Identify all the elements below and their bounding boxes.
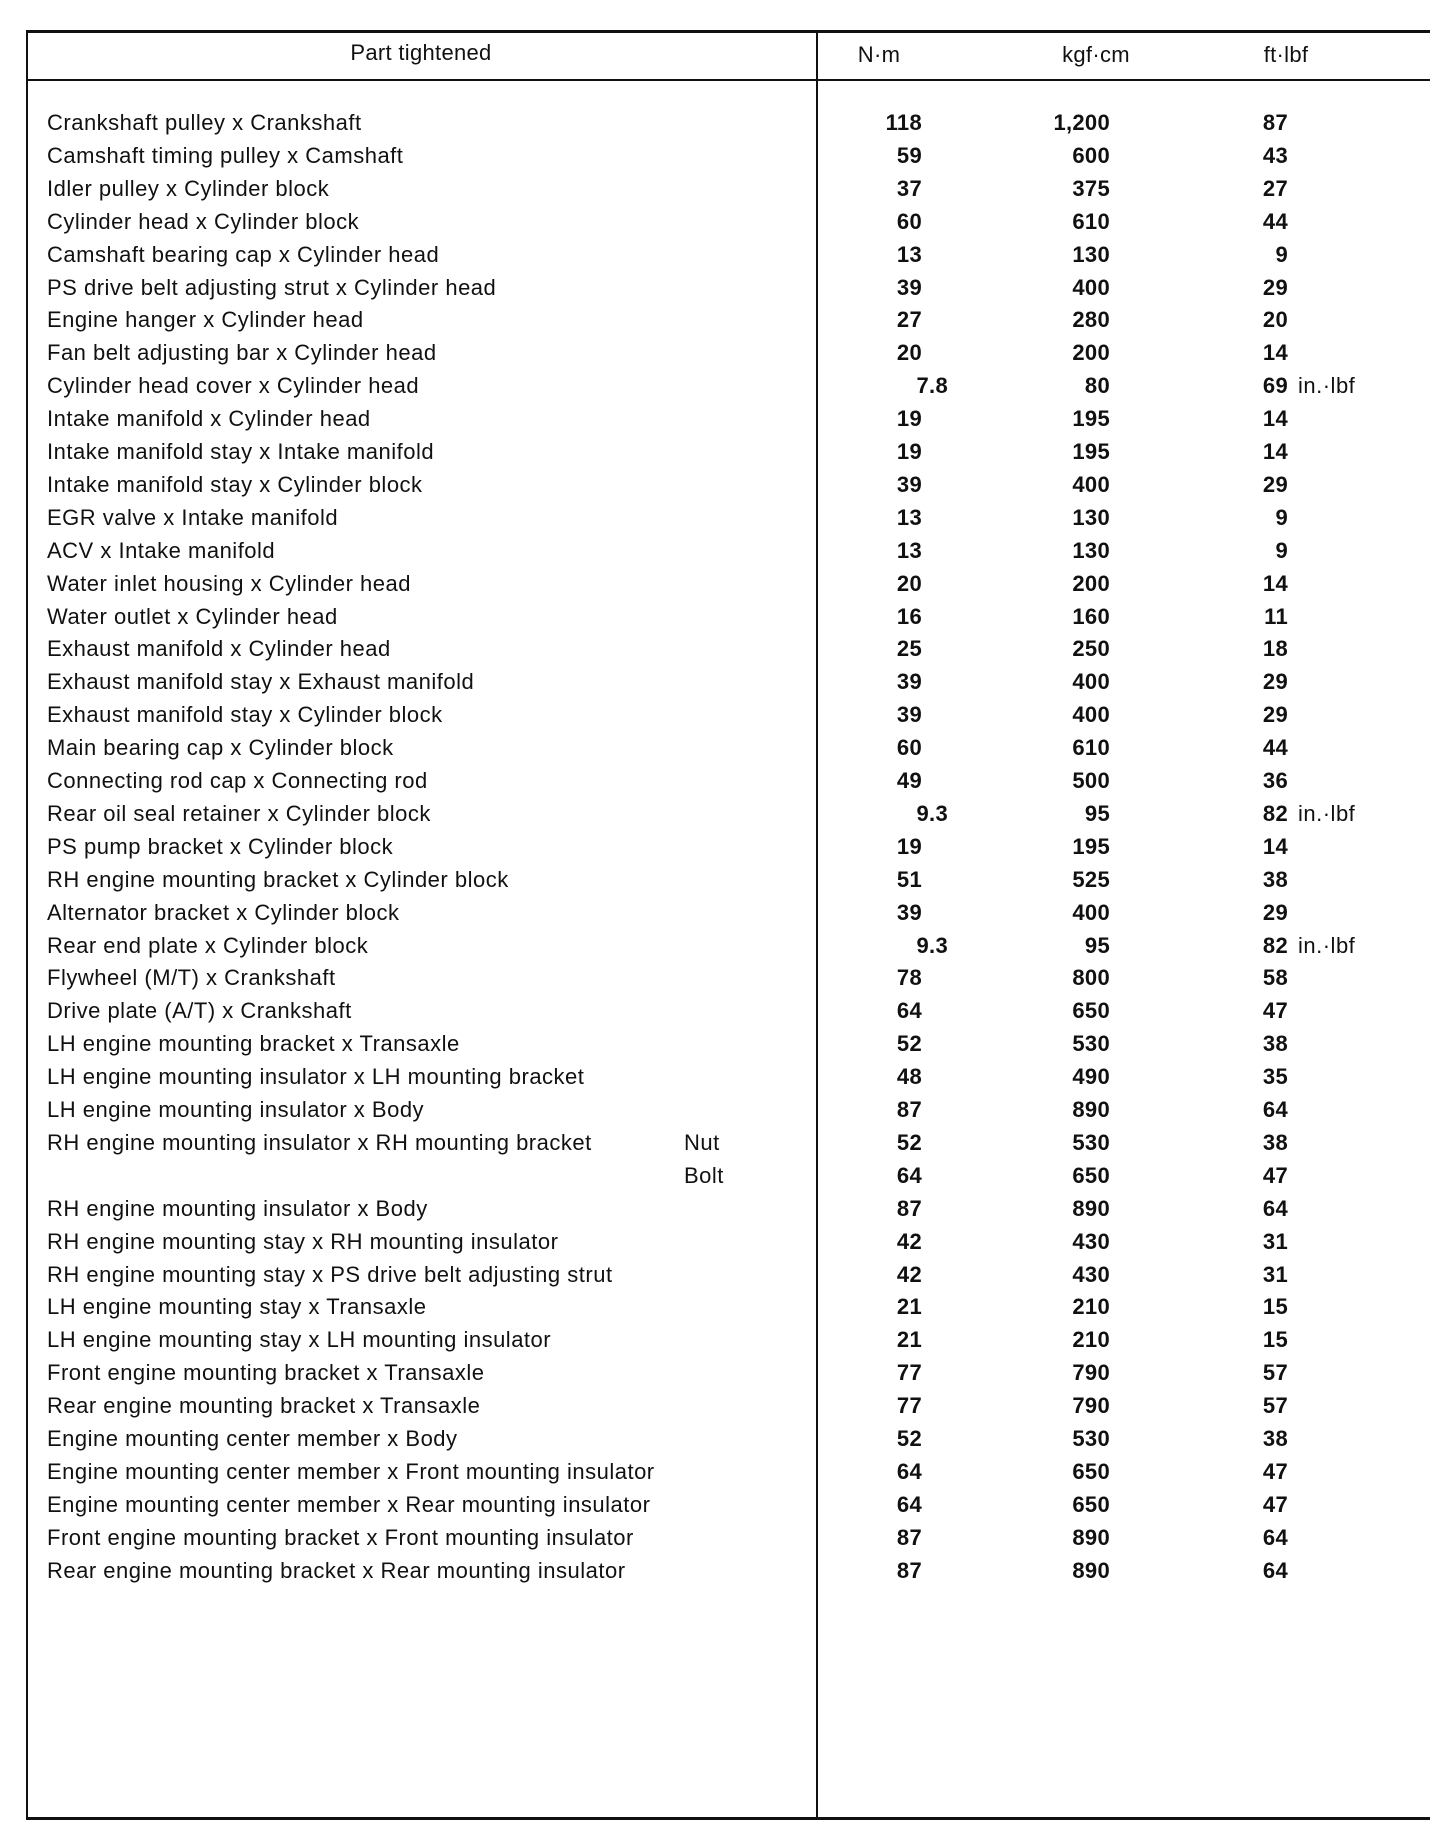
ft-lbf-cell: 64 <box>1262 1557 1288 1583</box>
table-row <box>26 927 1430 964</box>
table-row <box>26 433 1430 470</box>
ft-lbf-cell: 38 <box>1262 1426 1288 1451</box>
table-row <box>26 367 1430 404</box>
nm-cell: 20 <box>896 340 922 366</box>
nm-cell: 39 <box>896 899 922 925</box>
part-tightened-cell: Alternator bracket x Cylinder block <box>47 899 400 925</box>
part-tightened-cell: Front engine mounting bracket x Transaxle <box>47 1360 485 1386</box>
nm-cell: 48 <box>896 1064 922 1090</box>
nm-cell: 52 <box>896 1031 922 1057</box>
ft-lbf-cell: 36 <box>1262 768 1288 793</box>
table-row <box>26 795 1430 832</box>
ft-lbf-cell: 9 <box>1275 504 1288 530</box>
kgf-cm-cell: 890 <box>1072 1557 1110 1583</box>
table-row <box>26 236 1430 273</box>
nm-cell: 37 <box>896 175 922 201</box>
table-row <box>26 894 1430 931</box>
nm-cell: 64 <box>896 998 922 1024</box>
ft-lbf-cell: 31 <box>1262 1261 1288 1287</box>
nm-cell: 16 <box>896 603 922 629</box>
table-row <box>26 334 1430 371</box>
table-row <box>26 301 1430 338</box>
ft-lbf-cell: 14 <box>1262 570 1288 596</box>
part-tightened-cell: Intake manifold stay x Intake manifold <box>47 439 435 464</box>
ft-lbf-cell: 38 <box>1262 1031 1288 1057</box>
ft-lbf-cell: 69 <box>1262 373 1288 399</box>
part-tightened-cell: Cylinder head x Cylinder block <box>47 208 360 234</box>
kgf-cm-cell: 160 <box>1072 603 1110 629</box>
header-kgf-cm: kgf·cm <box>1062 42 1130 67</box>
table-row <box>26 1453 1430 1490</box>
ft-lbf-cell: 47 <box>1262 1458 1288 1484</box>
kgf-cm-cell: 790 <box>1072 1360 1110 1386</box>
ft-lbf-cell: 44 <box>1262 208 1288 234</box>
table-row <box>26 729 1430 766</box>
ft-lbf-cell: 29 <box>1262 899 1288 925</box>
ft-lbf-cell: 15 <box>1262 1294 1288 1320</box>
kgf-cm-cell: 400 <box>1072 899 1110 925</box>
kgf-cm-cell: 890 <box>1072 1524 1110 1550</box>
kgf-cm-cell: 890 <box>1072 1097 1110 1122</box>
fastener-type-cell: Bolt <box>684 1162 724 1188</box>
kgf-cm-cell: 890 <box>1072 1195 1110 1221</box>
part-tightened-cell: LH engine mounting stay x LH mounting insulator <box>47 1327 552 1353</box>
kgf-cm-cell: 375 <box>1072 175 1110 201</box>
table-row <box>26 696 1430 733</box>
part-tightened-cell: Rear engine mounting bracket x Transaxle <box>47 1393 481 1419</box>
ft-lbf-cell: 47 <box>1262 1491 1288 1517</box>
part-tightened-cell: Rear engine mounting bracket x Rear mounting insulator <box>47 1557 626 1583</box>
ft-lbf-cell: 38 <box>1262 866 1288 892</box>
table-row <box>26 1223 1430 1260</box>
ft-lbf-cell: 47 <box>1262 998 1288 1024</box>
part-tightened-cell: Exhaust manifold stay x Exhaust manifold <box>47 669 475 695</box>
kgf-cm-cell: 200 <box>1072 340 1110 366</box>
table-row <box>26 1025 1430 1062</box>
ft-lbf-cell: 29 <box>1262 702 1288 728</box>
nm-cell: 21 <box>896 1327 922 1353</box>
table-row <box>26 992 1430 1029</box>
part-tightened-cell: Engine mounting center member x Front mounting insulator <box>47 1458 655 1484</box>
part-tightened-cell: Water outlet x Cylinder head <box>47 603 338 629</box>
table-row <box>26 1519 1430 1556</box>
table-row <box>26 630 1430 667</box>
kgf-cm-cell: 200 <box>1072 570 1110 596</box>
part-tightened-cell: Exhaust manifold stay x Cylinder block <box>47 702 443 728</box>
ft-lbf-cell: 64 <box>1262 1097 1288 1122</box>
kgf-cm-cell: 650 <box>1072 1491 1110 1517</box>
nm-cell: 19 <box>896 406 922 432</box>
part-tightened-cell: LH engine mounting bracket x Transaxle <box>47 1031 460 1057</box>
part-tightened-cell: EGR valve x Intake manifold <box>47 504 339 530</box>
ft-lbf-cell: 9 <box>1275 537 1288 563</box>
ft-lbf-cell: 43 <box>1262 142 1288 168</box>
kgf-cm-cell: 490 <box>1072 1064 1110 1090</box>
ft-lbf-cell: 14 <box>1262 833 1288 859</box>
part-tightened-cell: Rear end plate x Cylinder block <box>47 932 369 958</box>
part-tightened-cell: Intake manifold stay x Cylinder block <box>47 471 423 497</box>
part-tightened-cell: Flywheel (M/T) x Crankshaft <box>47 965 336 991</box>
ft-lbf-cell: 29 <box>1262 274 1288 300</box>
kgf-cm-cell: 430 <box>1072 1228 1110 1254</box>
table-row <box>26 1157 1430 1194</box>
kgf-cm-cell: 530 <box>1072 1426 1110 1451</box>
ft-lbf-cell: 18 <box>1262 636 1288 662</box>
nm-cell: 13 <box>896 537 922 563</box>
nm-cell: 39 <box>896 669 922 695</box>
part-tightened-cell: Connecting rod cap x Connecting rod <box>47 768 428 793</box>
part-tightened-cell: LH engine mounting stay x Transaxle <box>47 1294 427 1320</box>
kgf-cm-cell: 195 <box>1072 833 1110 859</box>
nm-cell: 7.8 <box>916 373 948 399</box>
unit-note-cell: in.·lbf <box>1298 932 1356 958</box>
kgf-cm-cell: 430 <box>1072 1261 1110 1287</box>
nm-cell: 9.3 <box>916 800 948 826</box>
kgf-cm-cell: 130 <box>1072 241 1110 267</box>
part-tightened-cell: Fan belt adjusting bar x Cylinder head <box>47 340 437 366</box>
part-tightened-cell: RH engine mounting insulator x RH mounting bracket <box>47 1129 592 1155</box>
part-tightened-cell: Engine mounting center member x Rear mounting insulator <box>47 1491 651 1517</box>
nm-cell: 42 <box>896 1228 922 1254</box>
kgf-cm-cell: 250 <box>1072 636 1110 662</box>
kgf-cm-cell: 80 <box>1084 373 1110 399</box>
table-row <box>26 1091 1430 1128</box>
nm-cell: 39 <box>896 274 922 300</box>
nm-cell: 13 <box>896 241 922 267</box>
part-tightened-cell: RH engine mounting bracket x Cylinder block <box>47 866 509 892</box>
ft-lbf-cell: 64 <box>1262 1195 1288 1221</box>
part-tightened-cell: PS drive belt adjusting strut x Cylinder head <box>47 274 497 300</box>
ft-lbf-cell: 87 <box>1262 110 1288 135</box>
header-ft-lbf: ft·lbf <box>1263 42 1309 67</box>
part-tightened-cell: LH engine mounting insulator x Body <box>47 1097 425 1122</box>
ft-lbf-cell: 29 <box>1262 471 1288 497</box>
kgf-cm-cell: 130 <box>1072 537 1110 563</box>
part-tightened-cell: Engine hanger x Cylinder head <box>47 307 364 333</box>
ft-lbf-cell: 44 <box>1262 735 1288 761</box>
fastener-type-cell: Nut <box>684 1129 720 1155</box>
table-row <box>26 170 1430 207</box>
nm-cell: 78 <box>896 965 922 991</box>
ft-lbf-cell: 64 <box>1262 1524 1288 1550</box>
table-row <box>26 1387 1430 1424</box>
nm-cell: 27 <box>896 307 922 333</box>
nm-cell: 51 <box>896 866 922 892</box>
table-row <box>26 828 1430 865</box>
table-row <box>26 861 1430 898</box>
part-tightened-cell: Camshaft timing pulley x Camshaft <box>47 142 404 168</box>
nm-cell: 19 <box>896 439 922 464</box>
nm-cell: 21 <box>896 1294 922 1320</box>
table-row <box>26 1058 1430 1095</box>
nm-cell: 87 <box>896 1524 922 1550</box>
part-tightened-cell: RH engine mounting stay x PS drive belt adjusting strut <box>47 1261 613 1287</box>
nm-cell: 59 <box>896 142 922 168</box>
table-row <box>26 565 1430 602</box>
kgf-cm-cell: 210 <box>1072 1294 1110 1320</box>
table-row <box>26 959 1430 996</box>
kgf-cm-cell: 800 <box>1072 965 1110 991</box>
part-tightened-cell: Engine mounting center member x Body <box>47 1426 458 1451</box>
kgf-cm-cell: 530 <box>1072 1129 1110 1155</box>
table-row <box>26 663 1430 700</box>
kgf-cm-cell: 650 <box>1072 998 1110 1024</box>
nm-cell: 77 <box>896 1393 922 1419</box>
table-row <box>26 762 1430 799</box>
table-row <box>26 1354 1430 1391</box>
kgf-cm-cell: 400 <box>1072 702 1110 728</box>
table-row <box>26 137 1430 174</box>
kgf-cm-cell: 525 <box>1072 866 1110 892</box>
kgf-cm-cell: 400 <box>1072 471 1110 497</box>
ft-lbf-cell: 27 <box>1262 175 1288 201</box>
table-row <box>26 499 1430 536</box>
header-nm: N·m <box>857 42 901 67</box>
nm-cell: 77 <box>896 1360 922 1386</box>
nm-cell: 52 <box>896 1129 922 1155</box>
table-row <box>26 1124 1430 1161</box>
table-row <box>26 466 1430 503</box>
table-row <box>26 104 1430 141</box>
ft-lbf-cell: 14 <box>1262 340 1288 366</box>
kgf-cm-cell: 130 <box>1072 504 1110 530</box>
ft-lbf-cell: 11 <box>1264 603 1288 629</box>
kgf-cm-cell: 95 <box>1084 932 1110 958</box>
ft-lbf-cell: 47 <box>1262 1162 1288 1188</box>
table-row <box>26 1256 1430 1293</box>
nm-cell: 52 <box>896 1426 922 1451</box>
ft-lbf-cell: 9 <box>1275 241 1288 267</box>
table-row <box>26 269 1430 306</box>
kgf-cm-cell: 650 <box>1072 1458 1110 1484</box>
nm-cell: 39 <box>896 702 922 728</box>
ft-lbf-cell: 35 <box>1262 1064 1288 1090</box>
kgf-cm-cell: 400 <box>1072 274 1110 300</box>
table-row <box>26 1321 1430 1358</box>
kgf-cm-cell: 610 <box>1072 208 1110 234</box>
kgf-cm-cell: 650 <box>1072 1162 1110 1188</box>
table-row <box>26 532 1430 569</box>
table-row <box>26 598 1430 635</box>
nm-cell: 39 <box>896 471 922 497</box>
ft-lbf-cell: 14 <box>1262 439 1288 464</box>
table-row <box>26 1486 1430 1523</box>
table-row <box>26 1420 1430 1457</box>
table-row <box>26 1552 1430 1589</box>
ft-lbf-cell: 58 <box>1262 965 1288 991</box>
ft-lbf-cell: 38 <box>1262 1129 1288 1155</box>
nm-cell: 87 <box>896 1097 922 1122</box>
kgf-cm-cell: 210 <box>1072 1327 1110 1353</box>
kgf-cm-cell: 280 <box>1072 307 1110 333</box>
part-tightened-cell: PS pump bracket x Cylinder block <box>47 833 394 859</box>
table-row <box>26 1288 1430 1325</box>
nm-cell: 42 <box>896 1261 922 1287</box>
kgf-cm-cell: 195 <box>1072 439 1110 464</box>
part-tightened-cell: RH engine mounting insulator x Body <box>47 1195 428 1221</box>
nm-cell: 64 <box>896 1458 922 1484</box>
kgf-cm-cell: 95 <box>1084 800 1110 826</box>
nm-cell: 60 <box>896 208 922 234</box>
part-tightened-cell: Drive plate (A/T) x Crankshaft <box>47 998 352 1024</box>
part-tightened-cell: Intake manifold x Cylinder head <box>47 406 371 432</box>
kgf-cm-cell: 1,200 <box>1053 110 1110 135</box>
nm-cell: 13 <box>896 504 922 530</box>
ft-lbf-cell: 15 <box>1262 1327 1288 1353</box>
part-tightened-cell: Front engine mounting bracket x Front mounting insulator <box>47 1524 634 1550</box>
table-row <box>26 400 1430 437</box>
ft-lbf-cell: 82 <box>1262 800 1288 826</box>
kgf-cm-cell: 195 <box>1072 406 1110 432</box>
table-row <box>26 1190 1430 1227</box>
ft-lbf-cell: 29 <box>1262 669 1288 695</box>
nm-cell: 9.3 <box>916 932 948 958</box>
ft-lbf-cell: 57 <box>1262 1360 1288 1386</box>
part-tightened-cell: RH engine mounting stay x RH mounting insulator <box>47 1228 559 1254</box>
ft-lbf-cell: 82 <box>1262 932 1288 958</box>
part-tightened-cell: LH engine mounting insulator x LH mounting bracket <box>47 1064 585 1090</box>
part-tightened-cell: Rear oil seal retainer x Cylinder block <box>47 800 431 826</box>
part-tightened-cell: Idler pulley x Cylinder block <box>47 175 330 201</box>
unit-note-cell: in.·lbf <box>1298 800 1356 826</box>
part-tightened-cell: Camshaft bearing cap x Cylinder head <box>47 241 440 267</box>
kgf-cm-cell: 790 <box>1072 1393 1110 1419</box>
nm-cell: 64 <box>896 1491 922 1517</box>
nm-cell: 25 <box>896 636 922 662</box>
kgf-cm-cell: 610 <box>1072 735 1110 761</box>
nm-cell: 87 <box>896 1195 922 1221</box>
kgf-cm-cell: 400 <box>1072 669 1110 695</box>
unit-note-cell: in.·lbf <box>1298 373 1356 399</box>
part-tightened-cell: Cylinder head cover x Cylinder head <box>47 373 420 399</box>
part-tightened-cell: Water inlet housing x Cylinder head <box>47 570 411 596</box>
ft-lbf-cell: 57 <box>1262 1393 1288 1419</box>
nm-cell: 19 <box>896 833 922 859</box>
nm-cell: 64 <box>896 1162 922 1188</box>
nm-cell: 20 <box>896 570 922 596</box>
nm-cell: 118 <box>885 110 922 135</box>
table-row <box>26 203 1430 240</box>
part-tightened-cell: Crankshaft pulley x Crankshaft <box>47 110 362 135</box>
kgf-cm-cell: 500 <box>1072 768 1110 793</box>
torque-spec-table <box>26 30 1430 1820</box>
nm-cell: 87 <box>896 1557 922 1583</box>
kgf-cm-cell: 530 <box>1072 1031 1110 1057</box>
part-tightened-cell: Main bearing cap x Cylinder block <box>47 735 394 761</box>
ft-lbf-cell: 20 <box>1262 307 1288 333</box>
ft-lbf-cell: 14 <box>1262 406 1288 432</box>
part-tightened-cell: ACV x Intake manifold <box>47 537 276 563</box>
ft-lbf-cell: 31 <box>1262 1228 1288 1254</box>
nm-cell: 49 <box>896 768 922 793</box>
table-body <box>26 30 1430 1820</box>
kgf-cm-cell: 600 <box>1072 142 1110 168</box>
header-part-tightened: Part tightened <box>350 40 492 65</box>
part-tightened-cell: Exhaust manifold x Cylinder head <box>47 636 391 662</box>
nm-cell: 60 <box>896 735 922 761</box>
